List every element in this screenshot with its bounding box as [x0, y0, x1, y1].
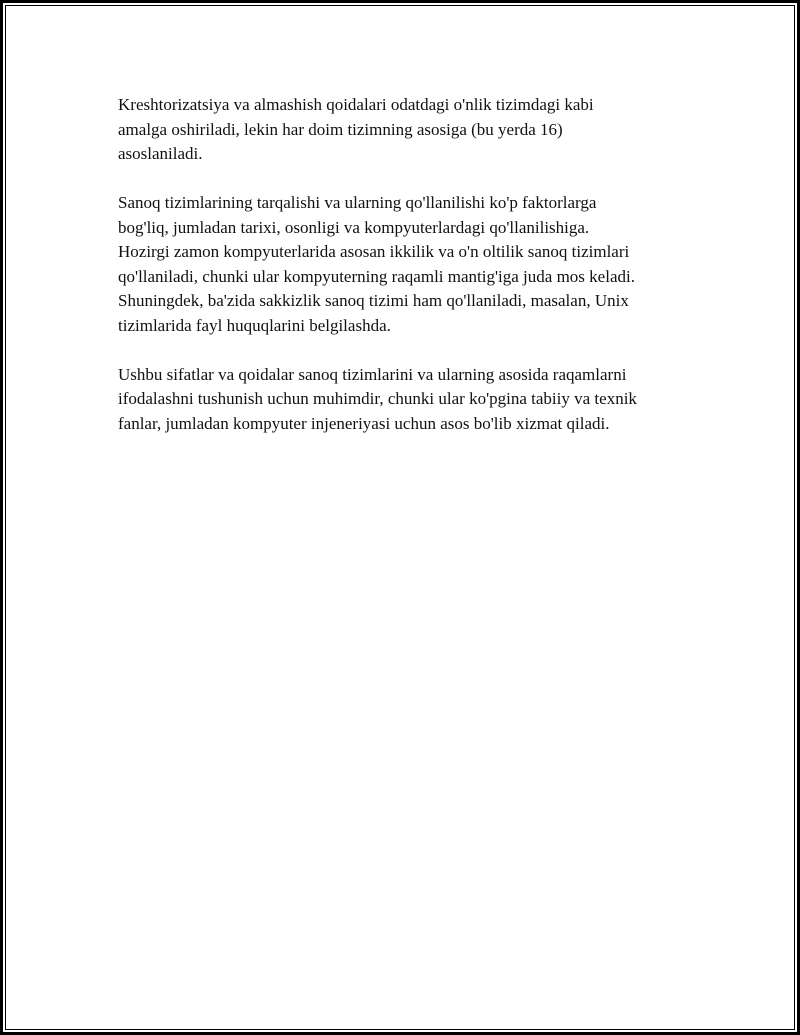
paragraph-2 [118, 191, 698, 338]
text-line: Hozirgi zamon kompyuterlarida asosan ikkilik va o'n oltilik sanoq tizimlari [118, 242, 630, 261]
text-line: asoslaniladi. [118, 144, 203, 163]
text-line: bog'liq, jumladan tarixi, osonligi va kompyuterlardagi qo'llanilishiga. [118, 217, 590, 237]
paragraph-3 [118, 363, 698, 437]
document-body [118, 93, 698, 461]
text-line: Kreshtorizatsiya va almashish qoidalari odatdagi o'nlik tizimdagi kabi [118, 95, 594, 114]
text-line: Sanoq tizimlarining tarqalishi va ularning qo'llanilishi ko'p faktorlarga [118, 193, 597, 212]
text-line: tizimlarida fayl huquqlarini belgilashda. [118, 315, 391, 335]
text-line: Ushbu sifatlar va qoidalar sanoq tizimlarini va ularning asosida raqamlarni [118, 364, 627, 384]
paragraph-1 [118, 93, 698, 167]
text-line: Shuningdek, ba'zida sakkizlik sanoq tizimi ham qo'llaniladi, masalan, Unix [118, 291, 629, 310]
text-line: ifodalashni tushunish uchun muhimdir, chunki ular ko'pgina tabiiy va texnik [118, 389, 637, 408]
text-line: amalga oshiriladi, lekin har doim tizimning asosiga (bu yerda 16) [118, 119, 563, 139]
text-line: fanlar, jumladan kompyuter injeneriyasi uchun asos bo'lib xizmat qiladi. [118, 413, 610, 433]
text-line: qo'llaniladi, chunki ular kompyuterning raqamli mantig'iga juda mos keladi. [118, 266, 635, 286]
